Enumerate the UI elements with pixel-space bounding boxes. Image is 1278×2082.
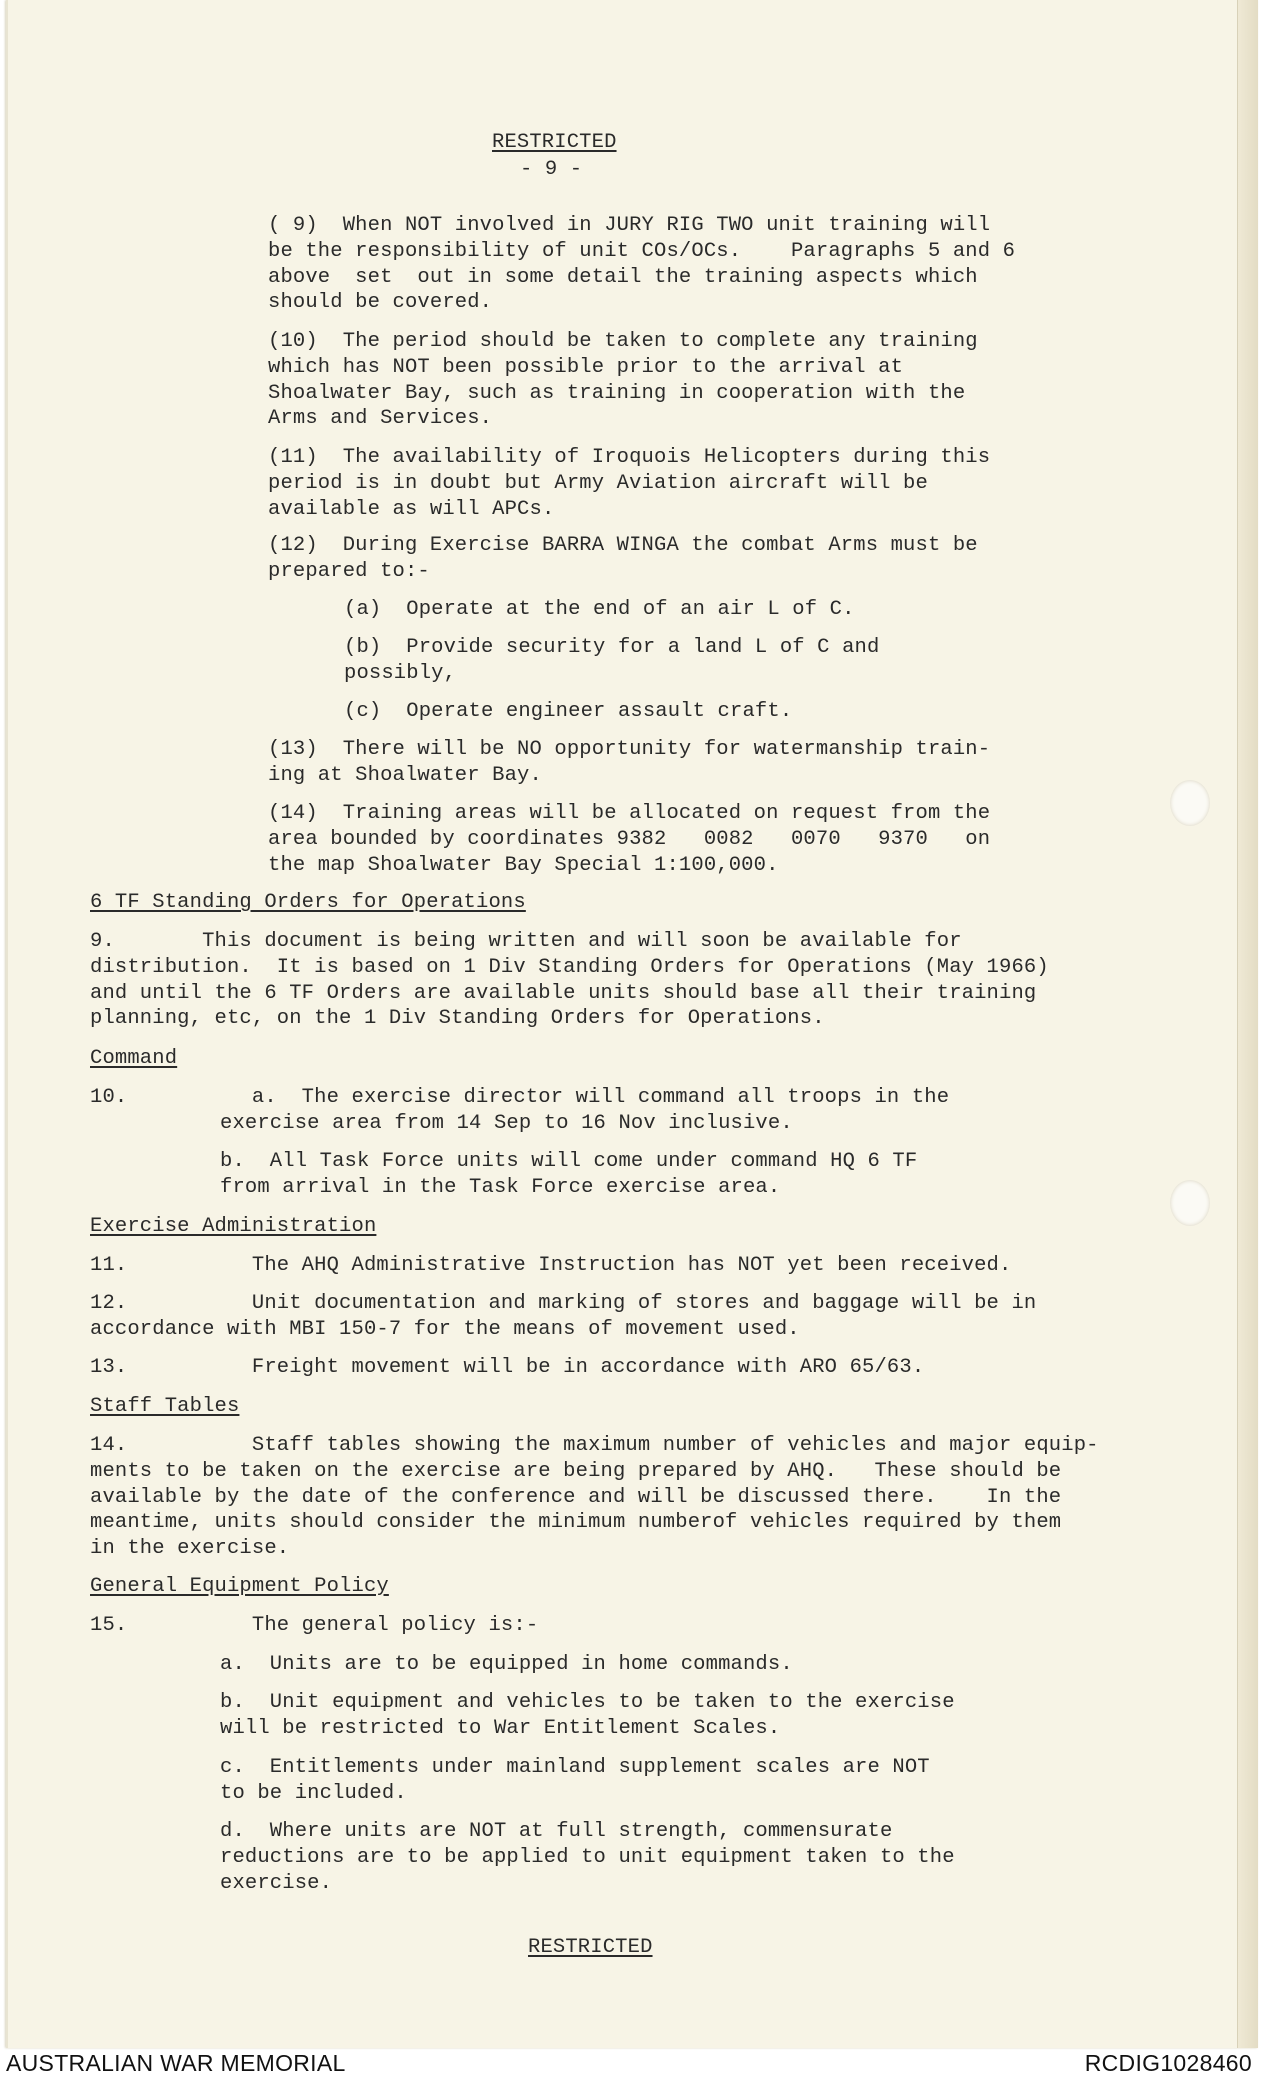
subpara-10: which has NOT been possible prior to the arrival at — [268, 355, 904, 379]
para-15c: to be included. — [220, 1781, 407, 1805]
subpara-12: (12) During Exercise BARRA WINGA the combat Arms must be — [268, 534, 978, 557]
para-11: 11. The AHQ Administrative Instruction has NOT yet been received. — [90, 1254, 1012, 1277]
page-number: - 9 - — [520, 158, 583, 181]
classification-header: RESTRICTED — [492, 131, 617, 154]
para-9: planning, etc, on the 1 Div Standing Orders for Operations. — [90, 1007, 825, 1031]
subpara-14: area bounded by coordinates 9382 0082 0070 9370 on — [268, 827, 991, 851]
para-10a: exercise area from 14 Sep to 16 Nov inclusive. — [220, 1111, 793, 1135]
section-heading-command: Command — [90, 1047, 178, 1070]
para-15d: exercise. — [220, 1871, 333, 1895]
para-10b: b. All Task Force units will come under command HQ 6 TF — [220, 1150, 918, 1173]
para-15b: will be restricted to War Entitlement Scales. — [220, 1716, 781, 1740]
subpara-9: ( 9) When NOT involved in JURY RIG TWO unit training will — [268, 214, 991, 237]
punch-hole — [1170, 780, 1210, 826]
section-heading-equipment: General Equipment Policy — [90, 1575, 389, 1598]
para-9: 9. This document is being written and will soon be available for — [90, 930, 962, 953]
para-14: in the exercise. — [90, 1537, 290, 1561]
subpara-12c: (c) Operate engineer assault craft. — [344, 700, 793, 723]
subpara-14: the map Shoalwater Bay Special 1:100,000. — [268, 853, 779, 877]
archive-watermark-right: RCDIG1028460 — [1084, 2050, 1252, 2076]
para-14: 14. Staff tables showing the maximum number of vehicles and major equip- — [90, 1434, 1099, 1457]
subpara-11: (11) The availability of Iroquois Helicopters during this — [268, 446, 991, 469]
subpara-9: above set out in some detail the training aspects which — [268, 265, 978, 289]
subpara-9: be the responsibility of unit COs/OCs. Paragraphs 5 and 6 — [268, 239, 1016, 263]
para-14: meantime, units should consider the minimum numberof vehicles required by them — [90, 1511, 1062, 1535]
para-12: 12. Unit documentation and marking of stores and baggage will be in — [90, 1292, 1037, 1315]
section-heading-standing-orders: 6 TF Standing Orders for Operations — [90, 891, 526, 914]
subpara-13: (13) There will be NO opportunity for watermanship train- — [268, 738, 991, 761]
page-edge — [1237, 0, 1258, 2048]
subpara-10: Arms and Services. — [268, 407, 493, 431]
para-14: available by the date of the conference and will be discussed there. In the — [90, 1485, 1062, 1509]
subpara-12a: (a) Operate at the end of an air L of C. — [344, 598, 855, 621]
para-15d: d. Where units are NOT at full strength, commensurate — [220, 1820, 893, 1843]
para-12: accordance with MBI 150-7 for the means of movement used. — [90, 1317, 800, 1341]
para-10a: 10. a. The exercise director will command all troops in the — [90, 1086, 950, 1109]
subpara-11: available as will APCs. — [268, 497, 555, 521]
punch-hole — [1170, 1180, 1210, 1226]
para-15b: b. Unit equipment and vehicles to be taken to the exercise — [220, 1691, 955, 1714]
para-13: 13. Freight movement will be in accordance with ARO 65/63. — [90, 1356, 925, 1379]
subpara-12b: possibly, — [344, 661, 457, 685]
para-15c: c. Entitlements under mainland supplement scales are NOT — [220, 1756, 930, 1779]
archive-watermark-left: AUSTRALIAN WAR MEMORIAL — [6, 2050, 346, 2076]
subpara-12: prepared to:- — [268, 559, 430, 583]
para-14: ments to be taken on the exercise are being prepared by AHQ. These should be — [90, 1459, 1062, 1483]
classification-footer: RESTRICTED — [528, 1936, 653, 1959]
subpara-12b: (b) Provide security for a land L of C and — [344, 636, 880, 659]
para-9: and until the 6 TF Orders are available units should base all their training — [90, 981, 1037, 1005]
subpara-10: Shoalwater Bay, such as training in cooperation with the — [268, 381, 966, 405]
subpara-13: ing at Shoalwater Bay. — [268, 763, 542, 787]
para-10b: from arrival in the Task Force exercise area. — [220, 1175, 781, 1199]
section-heading-admin: Exercise Administration — [90, 1215, 377, 1238]
subpara-14: (14) Training areas will be allocated on request from the — [268, 802, 991, 825]
subpara-11: period is in doubt but Army Aviation aircraft will be — [268, 471, 928, 495]
subpara-9: should be covered. — [268, 291, 493, 315]
para-15: 15. The general policy is:- — [90, 1614, 539, 1637]
para-9: distribution. It is based on 1 Div Standing Orders for Operations (May 1966) — [90, 955, 1049, 979]
subpara-10: (10) The period should be taken to complete any training — [268, 330, 978, 353]
para-15a: a. Units are to be equipped in home commands. — [220, 1653, 793, 1676]
section-heading-staff-tables: Staff Tables — [90, 1395, 240, 1418]
para-15d: reductions are to be applied to unit equipment taken to the — [220, 1845, 955, 1869]
